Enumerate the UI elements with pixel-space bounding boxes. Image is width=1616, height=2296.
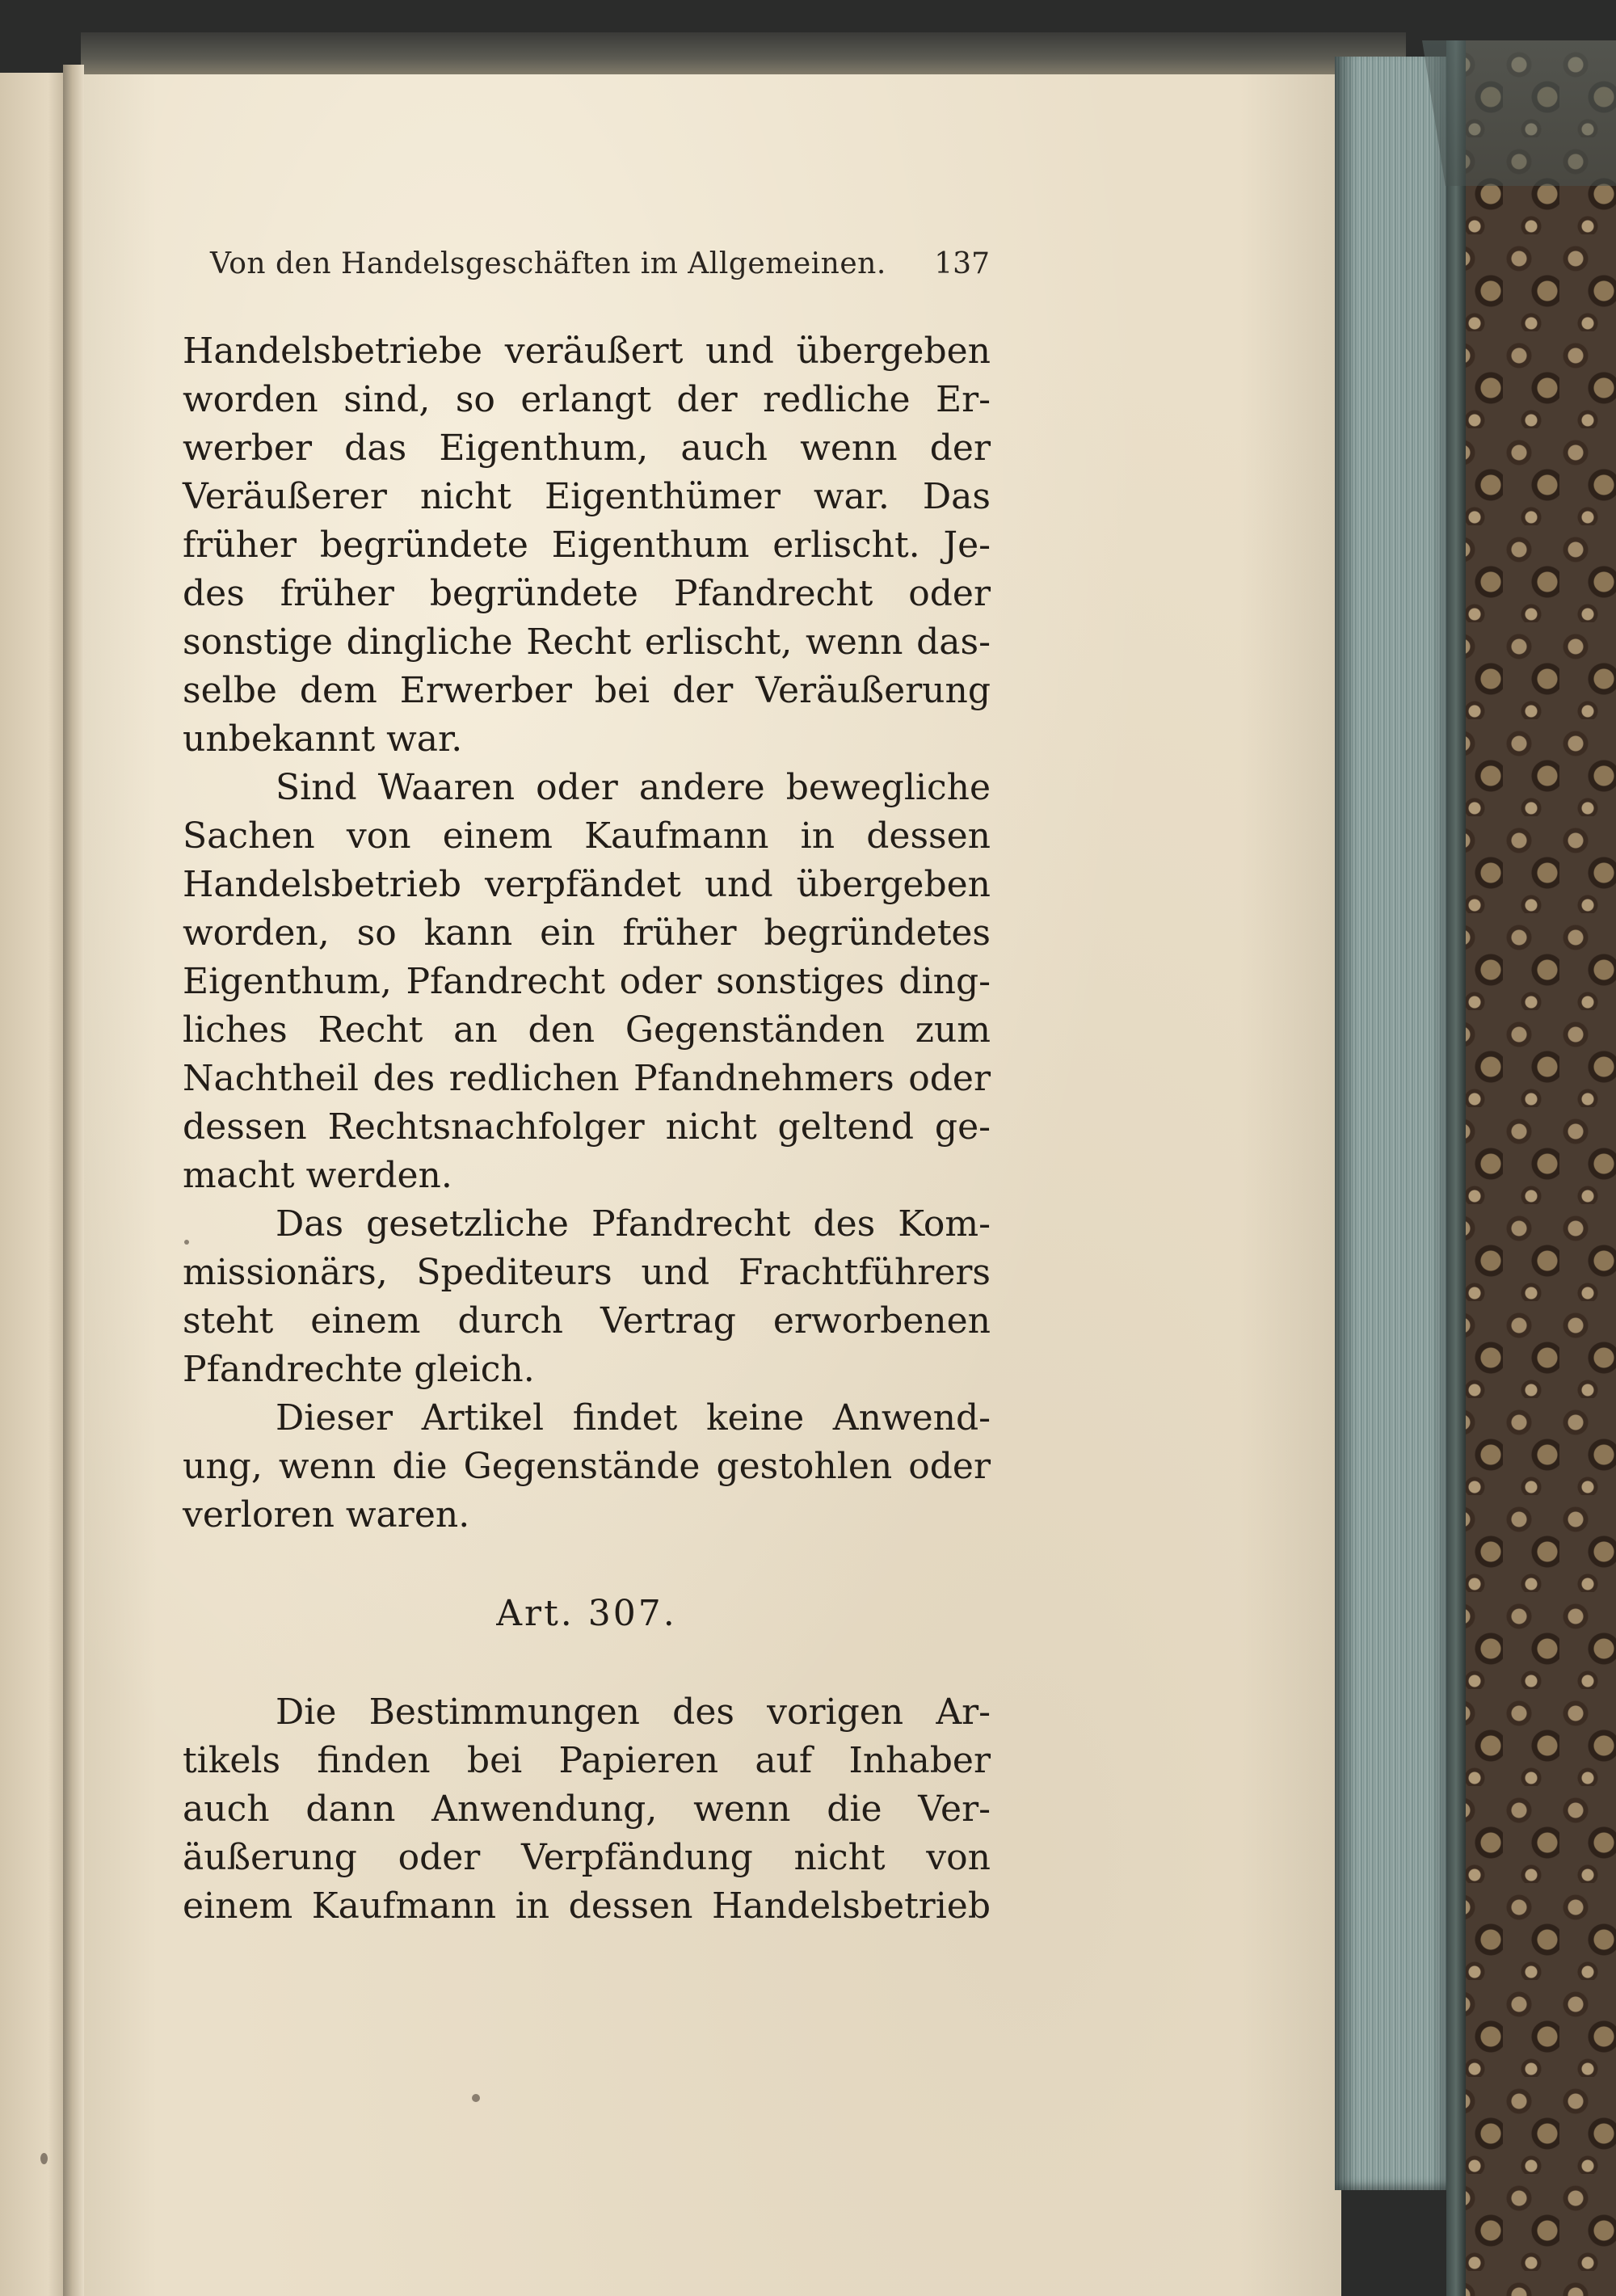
cover-top-shadow <box>1422 40 1616 186</box>
marbled-cover <box>1446 40 1616 2296</box>
text-line: äußerung oder Verpfändung nicht von <box>183 1837 991 1878</box>
text-line: sonstige dingliche Recht erlischt, wenn das- <box>183 621 991 663</box>
running-header <box>210 247 990 296</box>
text-line: Nachtheil des redlichen Pfandnehmers oder <box>183 1058 991 1099</box>
cover-edge <box>1446 40 1466 2296</box>
text-line: worden, so kann ein früher begründetes <box>183 912 991 954</box>
book-top-edge <box>81 32 1406 79</box>
text-line: Sachen von einem Kaufmann in dessen <box>183 815 991 857</box>
left-page-edge <box>0 73 69 2296</box>
text-line: Veräußerer nicht Eigenthümer war. Das <box>183 476 991 517</box>
running-header-title: Von den Handelsgeschäften im Allgemeinen. <box>210 247 886 280</box>
text-line: macht werden. <box>183 1155 452 1196</box>
page-number: 137 <box>934 247 990 280</box>
spacer <box>183 1638 991 1688</box>
text-line: steht einem durch Vertrag erworbenen <box>183 1300 991 1342</box>
text-line: tikels finden bei Papieren auf Inhaber <box>183 1740 991 1781</box>
text-line: liches Recht an den Gegenständen zum <box>183 1009 991 1051</box>
text-line: worden sind, so erlangt der redliche Er- <box>183 379 991 420</box>
text-line: dessen Rechtsnachfolger nicht geltend ge- <box>183 1106 991 1148</box>
text-line: Handelsbetriebe veräußert und übergeben <box>183 331 991 372</box>
text-line: ung, wenn die Gegenstände gestohlen oder <box>183 1446 991 1487</box>
text-line: selbe dem Erwerber bei der Veräußerung <box>183 670 991 711</box>
text-line: des früher begründete Pfandrecht oder <box>183 573 991 614</box>
text-line: Die Bestimmungen des vorigen Ar- <box>276 1691 991 1733</box>
ink-speck <box>472 2094 480 2102</box>
text-line: früher begründete Eigenthum erlischt. Je- <box>183 524 991 566</box>
text-line: einem Kaufmann in dessen Handelsbetrieb <box>183 1885 991 1927</box>
text-line: werber das Eigenthum, auch wenn der <box>183 428 991 469</box>
text-line: Dieser Artikel findet keine Anwend- <box>276 1397 991 1439</box>
spacer <box>183 1540 991 1590</box>
text-line: Eigenthum, Pfandrecht oder sonstiges ding- <box>183 961 991 1002</box>
text-line: Das gesetzliche Pfandrecht des Kom- <box>276 1203 991 1245</box>
page-text <box>183 327 991 1931</box>
ink-speck <box>40 2153 48 2164</box>
ink-speck <box>184 1240 189 1245</box>
text-line: auch dann Anwendung, wenn die Ver- <box>183 1788 991 1830</box>
text-line: Pfandrechte gleich. <box>183 1349 535 1390</box>
article-heading: Art. 307. <box>496 1593 677 1634</box>
text-line: missionärs, Spediteurs und Frachtführers <box>183 1252 991 1293</box>
text-line: Handelsbetrieb verpfändet und übergeben <box>183 864 991 905</box>
text-line: unbekannt war. <box>183 718 463 760</box>
page-block-shade <box>1335 57 1454 2190</box>
book-gutter <box>63 65 84 2296</box>
text-line: verloren waren. <box>183 1494 470 1536</box>
text-line: Sind Waaren oder andere bewegliche <box>276 767 991 808</box>
